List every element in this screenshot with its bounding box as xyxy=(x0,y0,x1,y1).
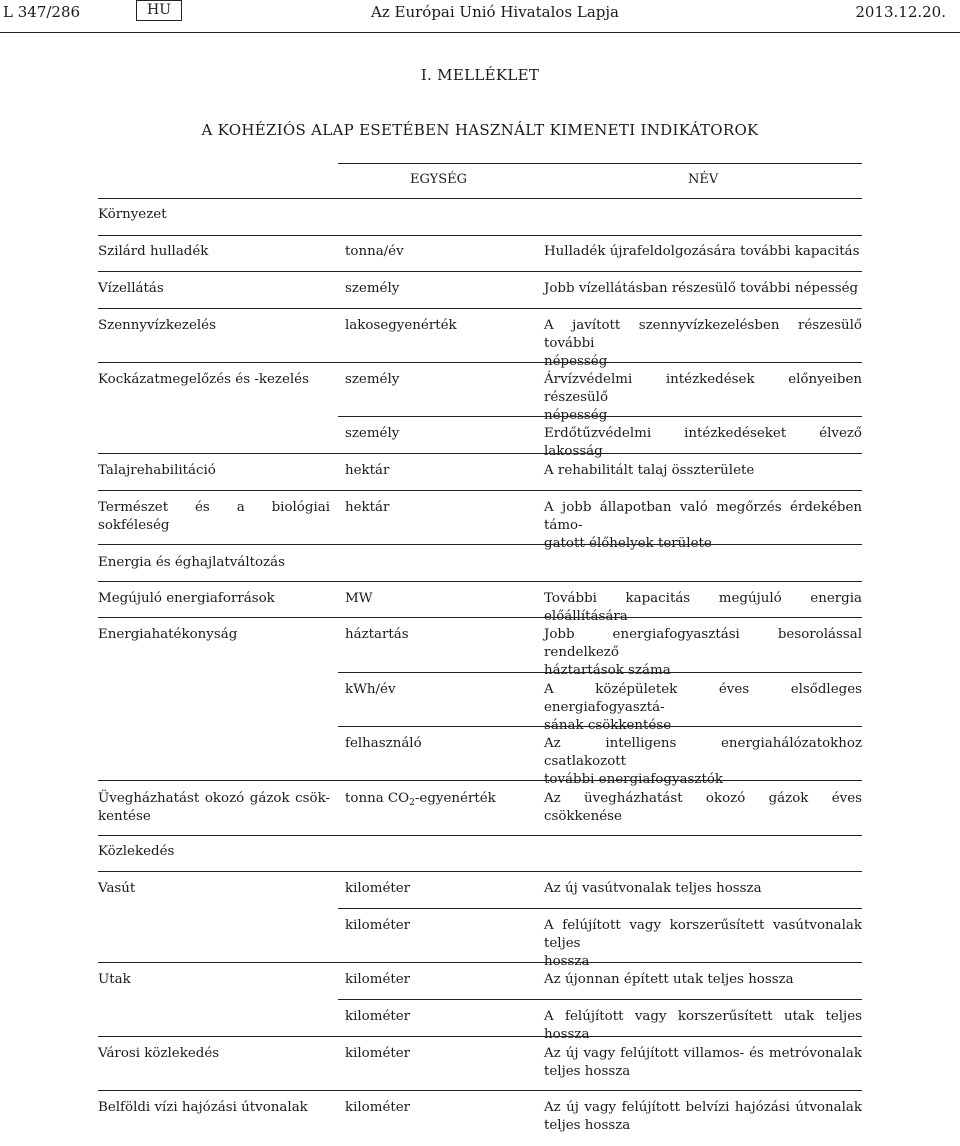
row-category: Talajrehabilitáció xyxy=(98,463,216,478)
section-heading-environment: Környezet xyxy=(98,207,167,222)
row-divider xyxy=(98,308,862,309)
row-divider xyxy=(338,672,862,673)
row-unit: tonna/év xyxy=(345,244,404,259)
table-title: A KOHÉZIÓS ALAP ESETÉBEN HASZNÁLT KIMENETI INDIKÁTOROK xyxy=(201,121,759,139)
row-category: Megújuló energiaforrások xyxy=(98,591,275,606)
row-indicator-name xyxy=(544,1045,862,1081)
journal-title: Az Európai Unió Hivatalos Lapja xyxy=(371,3,619,21)
header-top-rule xyxy=(338,163,862,164)
row-divider xyxy=(98,490,862,491)
row-divider xyxy=(98,581,862,582)
row-unit: MW xyxy=(345,591,373,606)
row-unit: lakosegyenérték xyxy=(345,318,457,333)
column-header-name: NÉV xyxy=(688,172,719,187)
unit-suffix: -egyenérték xyxy=(414,791,496,806)
row-divider xyxy=(98,871,862,872)
name-line-2: teljes hossza xyxy=(544,1064,631,1079)
row-divider xyxy=(98,362,862,363)
category-line-2: kentése xyxy=(98,809,151,824)
row-divider xyxy=(98,962,862,963)
row-unit: kilométer xyxy=(345,1100,411,1115)
row-category: Városi közlekedés xyxy=(98,1046,220,1061)
row-divider xyxy=(98,544,862,545)
annex-title: I. MELLÉKLET xyxy=(420,66,540,84)
unit-text: tonna CO xyxy=(345,791,410,806)
row-indicator-name: Hulladék újrafeldolgozására további kapacitás xyxy=(544,244,860,259)
row-indicator-name: Az új vasútvonalak teljes hossza xyxy=(544,881,762,896)
row-indicator-name: Jobb vízellátásban részesülő további népesség xyxy=(544,281,859,296)
row-divider xyxy=(98,617,862,618)
row-unit: kWh/év xyxy=(345,682,396,697)
row-divider xyxy=(338,726,862,727)
row-category: Kockázatmegelőzés és -kezelés xyxy=(98,372,309,387)
name-line-1: A javított szennyvízkezelésben részesülő további xyxy=(544,318,862,351)
row-unit: háztartás xyxy=(345,627,409,642)
row-divider xyxy=(98,835,862,836)
row-unit: személy xyxy=(345,426,400,441)
row-divider xyxy=(98,453,862,454)
name-line-2: további energiafogyasztók xyxy=(544,772,724,787)
name-line-1: Jobb energiafogyasztási besorolással rendelkező xyxy=(544,627,862,660)
language-badge: HU xyxy=(136,0,182,21)
row-unit: hektár xyxy=(345,500,390,515)
name-line-1: A középületek éves elsődleges energiafogyasztá- xyxy=(544,682,862,715)
row-divider xyxy=(98,271,862,272)
row-category: Utak xyxy=(98,972,131,987)
category-line-1: Üvegházhatást okozó gázok csök- xyxy=(98,791,330,806)
row-divider xyxy=(98,1090,862,1091)
name-line-1: Az új vagy felújított villamos- és metróvonalak xyxy=(544,1046,862,1061)
row-category: Vasút xyxy=(98,881,136,896)
section-heading-energy: Energia és éghajlatváltozás xyxy=(98,555,285,570)
name-line-2: teljes hossza xyxy=(544,1118,631,1133)
row-unit: kilométer xyxy=(345,972,411,987)
row-divider xyxy=(338,416,862,417)
row-divider xyxy=(338,908,862,909)
name-line-2: népesség xyxy=(544,408,608,423)
row-unit: kilométer xyxy=(345,881,411,896)
row-divider xyxy=(98,780,862,781)
row-unit: kilométer xyxy=(345,1046,411,1061)
section-heading-transport: Közlekedés xyxy=(98,844,175,859)
row-category: Szilárd hulladék xyxy=(98,244,209,259)
row-category: Szennyvízkezelés xyxy=(98,318,216,333)
name-line-2: népesség xyxy=(544,354,608,369)
row-divider xyxy=(98,235,862,236)
row-unit: személy xyxy=(345,372,400,387)
row-unit: személy xyxy=(345,281,400,296)
name-line-1: Az új vagy felújított belvízi hajózási útvonalak xyxy=(544,1100,862,1115)
row-indicator-name: További kapacitás megújuló energia előállítására xyxy=(544,591,862,624)
name-line-1: Az intelligens energiahálózatokhoz csatlakozott xyxy=(544,736,862,769)
row-unit xyxy=(345,790,530,812)
row-category: Természet és a biológiai sokféleség xyxy=(98,500,330,533)
header-bottom-rule xyxy=(98,198,862,199)
name-line-1: Árvízvédelmi intézkedések előnyeiben részesülő xyxy=(544,372,862,405)
row-category: Vízellátás xyxy=(98,281,164,296)
row-category xyxy=(98,790,330,826)
page-reference: L 347/286 xyxy=(3,3,81,21)
row-indicator-name: A felújított vagy korszerűsített utak teljes hossza xyxy=(544,1009,862,1042)
name-line-2: hossza xyxy=(544,954,590,969)
name-line-2: háztartások száma xyxy=(544,663,671,678)
row-divider xyxy=(98,1036,862,1037)
name-line-1: A felújított vagy korszerűsített vasútvonalak teljes xyxy=(544,918,862,951)
publication-date: 2013.12.20. xyxy=(855,3,946,21)
unit-subscript: 2 xyxy=(409,798,415,808)
row-indicator-name: Az üvegházhatást okozó gázok éves csökkenése xyxy=(544,791,862,824)
row-indicator-name: A rehabilitált talaj összterülete xyxy=(544,463,755,478)
row-divider xyxy=(338,999,862,1000)
name-line-2: gatott élőhelyek területe xyxy=(544,536,712,551)
row-unit: hektár xyxy=(345,463,390,478)
row-indicator-name xyxy=(544,1099,862,1135)
row-unit: kilométer xyxy=(345,918,411,933)
row-indicator-name: Az újonnan épített utak teljes hossza xyxy=(544,972,794,987)
row-unit: kilométer xyxy=(345,1009,411,1024)
row-unit: felhasználó xyxy=(345,736,422,751)
name-line-2: sának csökkentése xyxy=(544,718,672,733)
row-category: Belföldi vízi hajózási útvonalak xyxy=(98,1100,308,1115)
column-header-unit: EGYSÉG xyxy=(410,172,468,187)
row-indicator-name: Erdőtűzvédelmi intézkedéseket élvező lakosság xyxy=(544,426,862,459)
name-line-1: A jobb állapotban való megőrzés érdekében támo- xyxy=(544,500,862,533)
page-header xyxy=(0,0,960,33)
row-category: Energiahatékonyság xyxy=(98,627,238,642)
